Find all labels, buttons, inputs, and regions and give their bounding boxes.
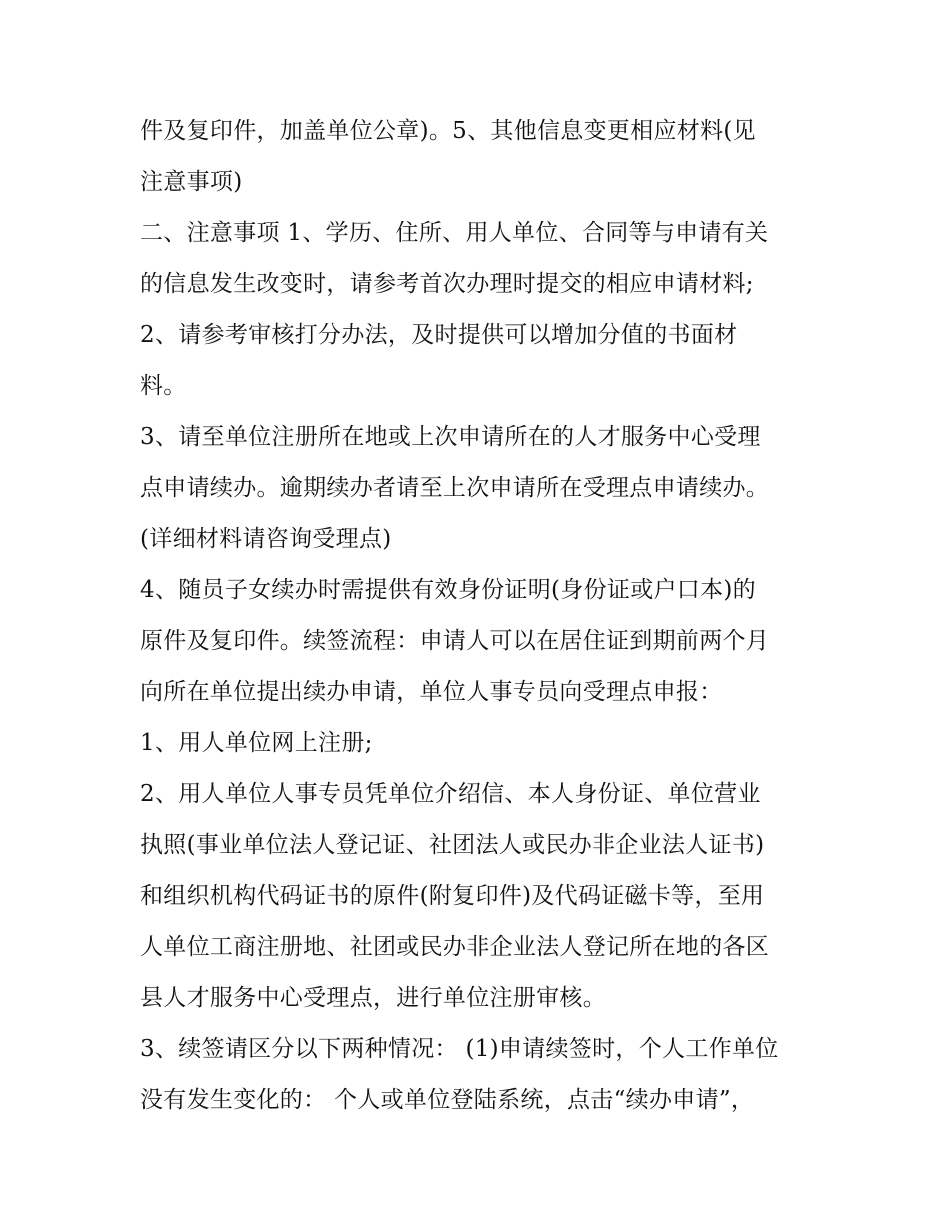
text-line: 没有发生变化的： 个人或单位登陆系统，点击“续办申请”， (140, 1087, 755, 1113)
text-line: 县人才服务中心受理点，进行单位注册审核。 (140, 985, 606, 1011)
text-line: 注意事项) (140, 169, 243, 195)
text-line: 向所在单位提出续办申请，单位人事专员向受理点申报： (140, 679, 723, 705)
text-line: 二、注意事项 1、学历、住所、用人单位、合同等与申请有关 (140, 220, 769, 246)
text-line: 的信息发生改变时，请参考首次办理时提交的相应申请材料; (140, 271, 754, 297)
text-line: 3、续签请区分以下两种情况： (1)申请续签时，个人工作单位 (140, 1036, 779, 1062)
text-line: 1、用人单位网上注册; (140, 730, 373, 756)
document-body (140, 106, 820, 1126)
text-line: 和组织机构代码证书的原件(附复印件)及代码证磁卡等，至用 (140, 883, 765, 909)
text-line: 4、随员子女续办时需提供有效身份证明(身份证或户口本)的 (140, 577, 756, 603)
text-line: 3、请至单位注册所在地或上次申请所在的人才服务中心受理 (140, 424, 761, 450)
text-line: 点申请续办。逾期续办者请至上次申请所在受理点申请续办。 (140, 475, 770, 501)
text-line: 人单位工商注册地、社团或民办非企业法人登记所在地的各区 (140, 934, 770, 960)
text-line: (详细材料请咨询受理点) (140, 526, 392, 552)
text-line: 执照(事业单位法人登记证、社团法人或民办非企业法人证书) (140, 832, 765, 858)
text-line: 件及复印件，加盖单位公章)。5、其他信息变更相应材料(见 (140, 118, 756, 144)
text-line: 2、请参考审核打分办法，及时提供可以增加分值的书面材 (140, 322, 738, 348)
text-line: 料。 (140, 373, 187, 399)
text-line: 2、用人单位人事专员凭单位介绍信、本人身份证、单位营业 (140, 781, 761, 807)
text-line: 原件及复印件。续签流程：申请人可以在居住证到期前两个月 (140, 628, 770, 654)
